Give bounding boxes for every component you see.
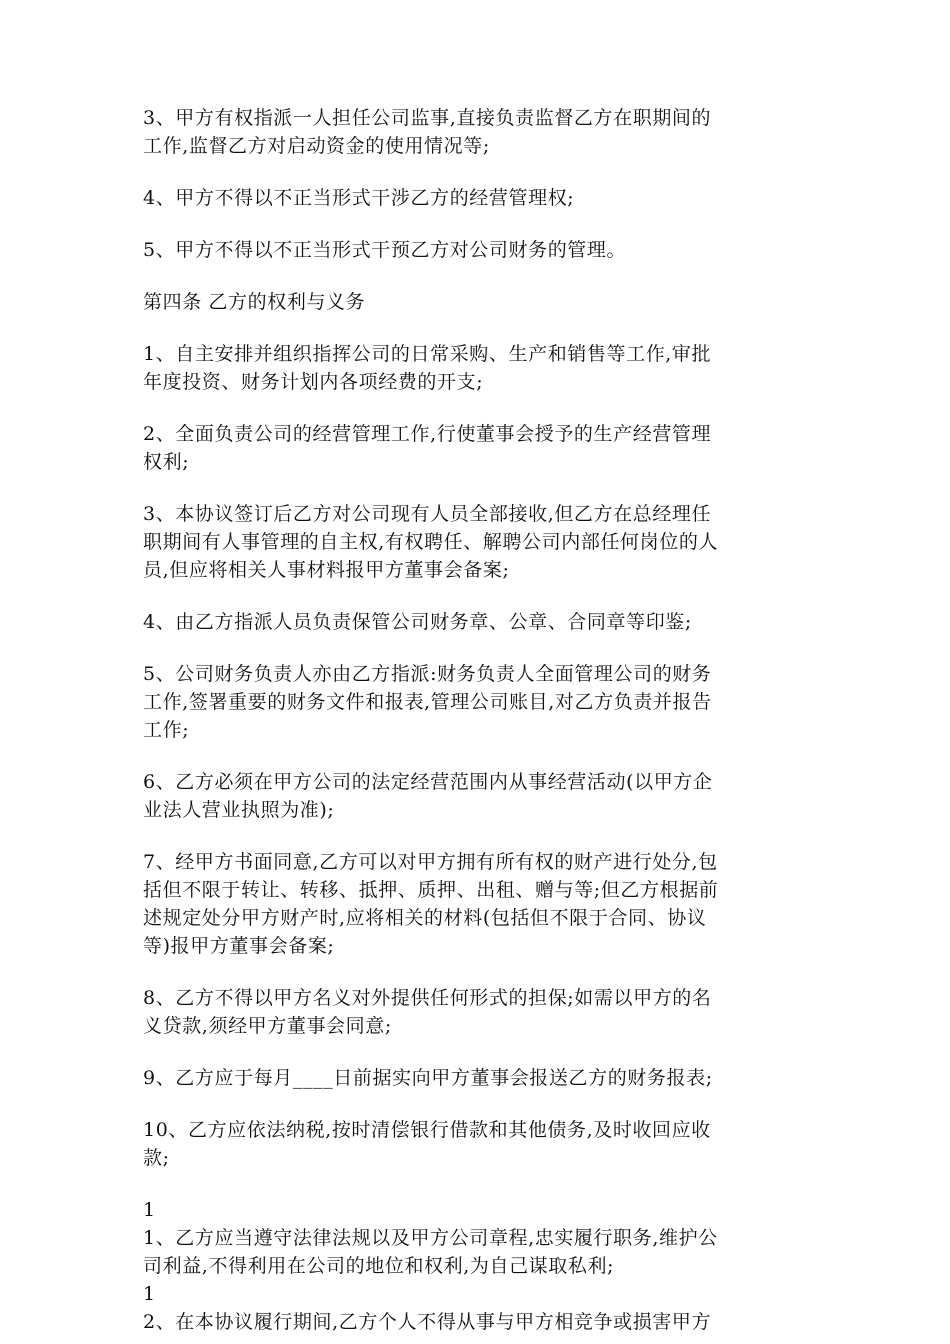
text-line: 1、自主安排并组织指挥公司的日常采购、生产和销售等工作,审批 — [143, 343, 712, 365]
item-number: 1 — [143, 1199, 156, 1221]
text-line: 司利益,不得利用在公司的地位和权利,为自己谋取私利; — [143, 1255, 615, 1277]
paragraph — [143, 1224, 808, 1280]
paragraph — [143, 236, 808, 264]
document-body — [143, 104, 808, 1336]
section-heading — [143, 288, 808, 316]
paragraph — [143, 768, 808, 824]
text-line: 8、乙方不得以甲方名义对外提供任何形式的担保;如需以甲方的名 — [143, 987, 712, 1009]
text-line: 工作,监督乙方对启动资金的使用情况等; — [143, 135, 490, 157]
text-line: 员,但应将相关人事材料报甲方董事会备案; — [143, 559, 510, 581]
text-line: 6、乙方必须在甲方公司的法定经营范围内从事经营活动(以甲方企 — [143, 771, 713, 793]
text-line: 9、乙方应于每月____日前据实向甲方董事会报送乙方的财务报表; — [143, 1067, 713, 1089]
text-line: 10、乙方应依法纳税,按时清偿银行借款和其他债务,及时收回应收 — [143, 1119, 711, 1141]
text-line: 2、在本协议履行期间,乙方个人不得从事与甲方相竞争或损害甲方 — [143, 1311, 712, 1333]
text-line: 业法人营业执照为准); — [143, 799, 335, 821]
item-number: 1 — [143, 1283, 156, 1305]
paragraph — [143, 1064, 808, 1092]
paragraph — [143, 1116, 808, 1172]
paragraph — [143, 184, 808, 212]
text-line: 4、由乙方指派人员负责保管公司财务章、公章、合同章等印鉴; — [143, 611, 692, 633]
paragraph — [143, 848, 808, 960]
text-line: 4、甲方不得以不正当形式干涉乙方的经营管理权; — [143, 187, 575, 209]
text-line: 5、公司财务负责人亦由乙方指派:财务负责人全面管理公司的财务 — [143, 663, 712, 685]
paragraph — [143, 608, 808, 636]
text-line: 1、乙方应当遵守法律法规以及甲方公司章程,忠实履行职务,维护公 — [143, 1227, 718, 1249]
text-line: 义贷款,须经甲方董事会同意; — [143, 1015, 392, 1037]
paragraph — [143, 420, 808, 476]
text-line: 3、本协议签订后乙方对公司现有人员全部接收,但乙方在总经理任 — [143, 503, 712, 525]
paragraph — [143, 340, 808, 396]
text-line: 款; — [143, 1147, 170, 1169]
text-line: 工作; — [143, 719, 190, 741]
text-line: 权利; — [143, 451, 190, 473]
text-line: 等)报甲方董事会备案; — [143, 935, 335, 957]
text-line: 职期间有人事管理的自主权,有权聘任、解聘公司内部任何岗位的人 — [143, 531, 719, 553]
text-line: 括但不限于转让、转移、抵押、质押、出租、赠与等;但乙方根据前 — [143, 879, 719, 901]
text-line: 5、甲方不得以不正当形式干预乙方对公司财务的管理。 — [143, 239, 627, 261]
text-line: 7、经甲方书面同意,乙方可以对甲方拥有所有权的财产进行处分,包 — [143, 851, 718, 873]
paragraph — [143, 1308, 808, 1336]
text-line: 第四条 乙方的权利与义务 — [143, 291, 366, 313]
paragraph — [143, 500, 808, 584]
paragraph — [143, 104, 808, 160]
text-line: 工作,签署重要的财务文件和报表,管理公司账目,对乙方负责并报告 — [143, 691, 712, 713]
text-line: 年度投资、财务计划内各项经费的开支; — [143, 371, 484, 393]
text-line: 述规定处分甲方财产时,应将相关的材料(包括但不限于合同、协议 — [143, 907, 707, 929]
paragraph — [143, 984, 808, 1040]
text-line: 2、全面负责公司的经营管理工作,行使董事会授予的生产经营管理 — [143, 423, 712, 445]
paragraph — [143, 660, 808, 744]
text-line: 3、甲方有权指派一人担任公司监事,直接负责监督乙方在职期间的 — [143, 107, 712, 129]
